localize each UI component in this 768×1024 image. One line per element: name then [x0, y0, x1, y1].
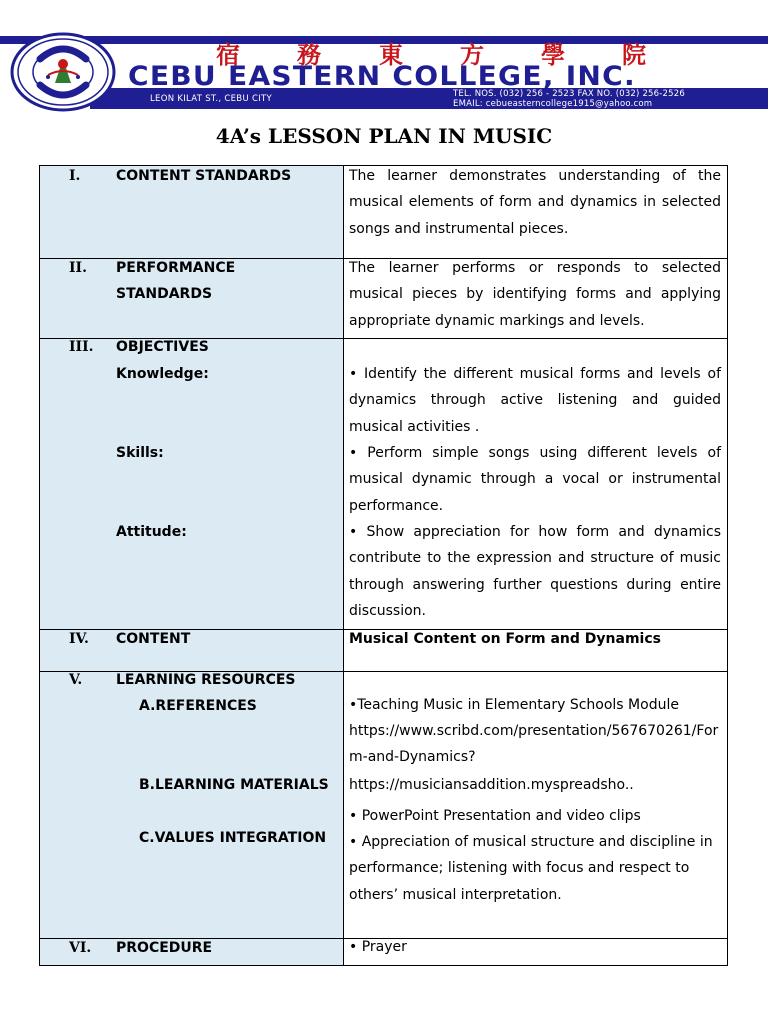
attitude-objective: • Show appreciation for how form and dynamics contribute to the expression and structure of music through answering further questions during entire discussion.	[349, 524, 721, 620]
section-number: II.	[69, 260, 87, 276]
chinese-char: 務	[297, 40, 321, 69]
chinese-char: 方	[460, 40, 484, 69]
document-title: 4A’s LESSON PLAN IN MUSIC	[215, 124, 553, 148]
performance-standards-text: The learner performs or responds to selected musical pieces by identifying forms and applying appropriate dynamic markings and levels.	[349, 260, 721, 329]
section-label: STANDARDS	[116, 286, 213, 302]
section-label: OBJECTIVES	[116, 339, 209, 355]
college-phone-fax: TEL. NOS. (032) 256 - 2523 FAX NO. (032) 256-2526	[453, 89, 685, 99]
chinese-char: 宿	[216, 40, 240, 69]
college-address: LEON KILAT ST., CEBU CITY	[150, 94, 272, 104]
learning-materials-item: • PowerPoint Presentation and video clips	[349, 808, 641, 824]
learning-materials-label: B.LEARNING MATERIALS	[139, 777, 329, 793]
chinese-char: 學	[541, 40, 565, 69]
section-number: I.	[69, 168, 81, 184]
values-integration-label: C.VALUES INTEGRATION	[139, 830, 327, 846]
section-label: PROCEDURE	[116, 940, 213, 956]
values-integration-item: • Appreciation of musical structure and discipline in performance; listening with focus and respect to others’ musical interpretation.	[349, 834, 713, 903]
knowledge-label: Knowledge:	[116, 366, 209, 382]
chinese-char: 東	[379, 40, 403, 69]
chinese-char: 院	[622, 40, 646, 69]
section-number: VI.	[69, 940, 92, 956]
skills-objective: • Perform simple songs using different levels of musical dynamic through a vocal or instrumental performance.	[349, 445, 721, 514]
reference-url-musicians[interactable]: https://musiciansaddition.myspreadsho..	[349, 777, 634, 793]
section-number: III.	[69, 339, 94, 355]
section-number: V.	[69, 672, 83, 688]
section-label: CONTENT	[116, 631, 191, 647]
college-name: CEBU EASTERN COLLEGE, INC.	[128, 61, 636, 92]
skills-label: Skills:	[116, 445, 164, 461]
college-email: EMAIL: cebueasterncollege1915@yahoo.com	[453, 99, 653, 109]
column-divider	[343, 166, 344, 965]
reference-url-scribd[interactable]: https://www.scribd.com/presentation/567670261/Form-and-Dynamics?	[349, 723, 719, 766]
procedure-item: • Prayer	[349, 939, 407, 955]
references-label: A.REFERENCES	[139, 698, 257, 714]
attitude-label: Attitude:	[116, 524, 187, 540]
content-standards-text: The learner demonstrates understanding of the musical elements of form and dynamics in selected songs and instrumental pieces.	[349, 168, 721, 237]
reference-module: •Teaching Music in Elementary Schools Module	[349, 697, 679, 713]
content-text: Musical Content on Form and Dynamics	[349, 631, 661, 647]
section-number: IV.	[69, 631, 89, 647]
knowledge-objective: • Identify the different musical forms and levels of dynamics through active listening and guided musical activities .	[349, 366, 721, 435]
section-label: PERFORMANCE	[116, 260, 236, 276]
section-label: LEARNING RESOURCES	[116, 672, 296, 688]
lesson-plan-table	[39, 165, 728, 966]
section-label: CONTENT STANDARDS	[116, 168, 292, 184]
